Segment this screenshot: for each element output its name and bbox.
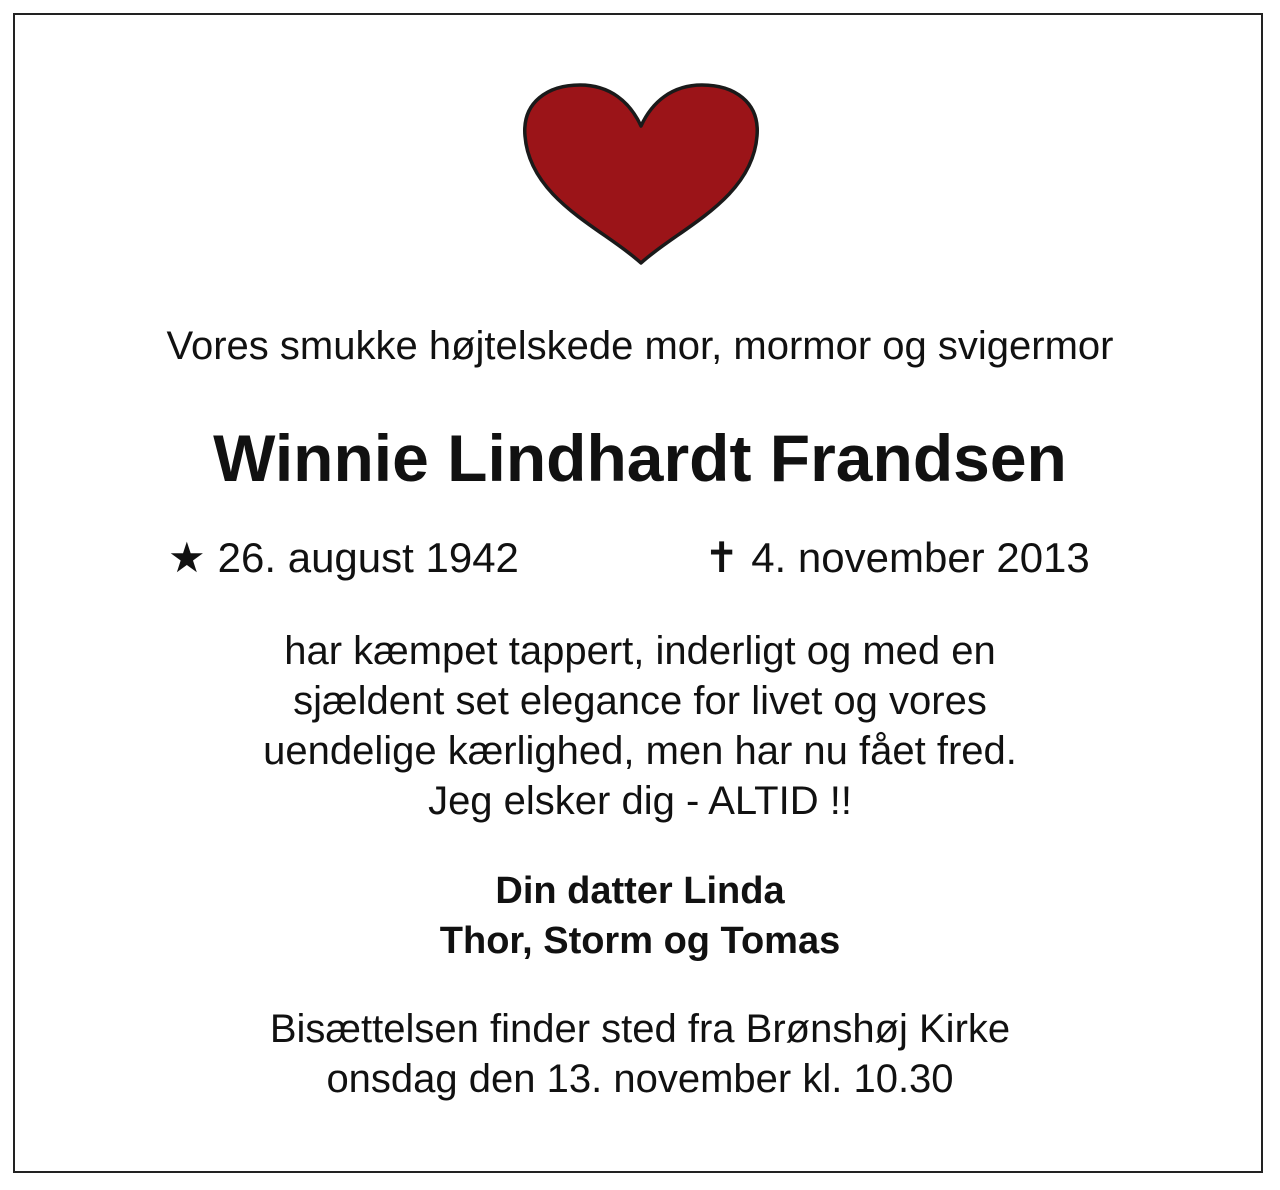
star-icon: ★ (168, 534, 206, 581)
birth-date (168, 532, 519, 584)
message-line: sjældent set elegance for livet og vores (293, 679, 987, 723)
birth-date-text: 26. august 1942 (217, 534, 519, 581)
message-line: Jeg elsker dig - ALTID !! (428, 779, 852, 823)
signer-line: Thor, Storm og Tomas (439, 920, 841, 962)
signers (0, 866, 1280, 966)
death-date-text: 4. november 2013 (751, 534, 1090, 581)
cross-icon: ✝ (704, 534, 740, 581)
funeral-line: onsdag den 13. november kl. 10.30 (326, 1057, 954, 1101)
heart-icon (522, 82, 760, 266)
signer-line: Din datter Linda (495, 870, 785, 912)
funeral-line: Bisættelsen finder sted fra Brønshøj Kirke (269, 1007, 1011, 1051)
funeral-info (0, 1004, 1280, 1104)
message-line: har kæmpet tappert, inderligt og med en (284, 629, 996, 673)
message-line: uendelige kærlighed, men har nu fået fred. (263, 729, 1017, 773)
death-date (704, 532, 1090, 584)
memorial-message (0, 626, 1280, 826)
deceased-name: Winnie Lindhardt Frandsen (213, 421, 1067, 495)
intro-text: Vores smukke højtelskede mor, mormor og svigermor (166, 324, 1114, 368)
